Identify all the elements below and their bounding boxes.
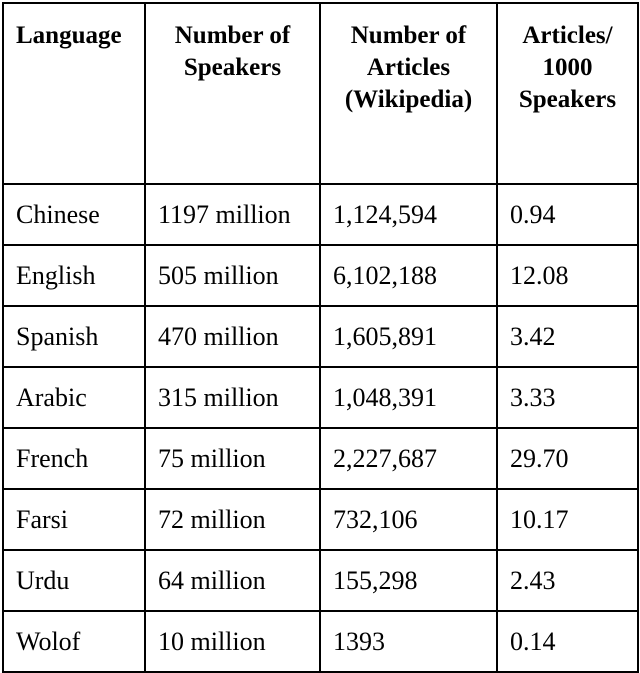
table-row (3, 611, 638, 672)
cell-speakers: 1197 million (145, 184, 320, 245)
cell-speakers: 10 million (145, 611, 320, 672)
header-line: Language (16, 22, 122, 49)
cell-language: English (3, 245, 145, 306)
cell-ratio: 0.94 (497, 184, 638, 245)
cell-language: Farsi (3, 489, 145, 550)
cell-language: Chinese (3, 184, 145, 245)
cell-articles: 1,048,391 (320, 367, 497, 428)
header-line: 1000 (542, 54, 593, 81)
cell-ratio: 3.42 (497, 306, 638, 367)
table-row (3, 428, 638, 489)
cell-articles: 2,227,687 (320, 428, 497, 489)
cell-language: Urdu (3, 550, 145, 611)
language-table (2, 2, 639, 673)
header-line: Speakers (518, 86, 617, 113)
cell-ratio: 29.70 (497, 428, 638, 489)
cell-language: Arabic (3, 367, 145, 428)
header-line: Articles (366, 54, 451, 81)
header-line: (Wikipedia) (344, 86, 473, 113)
table-row (3, 550, 638, 611)
cell-articles: 732,106 (320, 489, 497, 550)
cell-ratio: 10.17 (497, 489, 638, 550)
table-header (3, 3, 638, 184)
header-row (3, 3, 638, 184)
cell-language: Spanish (3, 306, 145, 367)
header-line: Number of (174, 22, 291, 49)
table-row (3, 245, 638, 306)
table-body (3, 184, 638, 672)
cell-ratio: 3.33 (497, 367, 638, 428)
cell-language: Wolof (3, 611, 145, 672)
cell-ratio: 0.14 (497, 611, 638, 672)
header-articles-per-1000-speakers (497, 3, 638, 184)
header-number-of-articles (320, 3, 497, 184)
table-row (3, 306, 638, 367)
cell-articles: 155,298 (320, 550, 497, 611)
header-number-of-speakers (145, 3, 320, 184)
cell-speakers: 315 million (145, 367, 320, 428)
cell-speakers: 72 million (145, 489, 320, 550)
cell-articles: 1,605,891 (320, 306, 497, 367)
cell-ratio: 2.43 (497, 550, 638, 611)
cell-articles: 1,124,594 (320, 184, 497, 245)
header-line: Number of (350, 22, 467, 49)
cell-language: French (3, 428, 145, 489)
header-language (3, 3, 145, 184)
cell-articles: 1393 (320, 611, 497, 672)
cell-speakers: 75 million (145, 428, 320, 489)
cell-articles: 6,102,188 (320, 245, 497, 306)
cell-speakers: 470 million (145, 306, 320, 367)
cell-speakers: 64 million (145, 550, 320, 611)
header-line: Speakers (183, 54, 282, 81)
header-line: Articles/ (522, 22, 613, 49)
table-row (3, 184, 638, 245)
cell-speakers: 505 million (145, 245, 320, 306)
table-row (3, 367, 638, 428)
cell-ratio: 12.08 (497, 245, 638, 306)
table-row (3, 489, 638, 550)
